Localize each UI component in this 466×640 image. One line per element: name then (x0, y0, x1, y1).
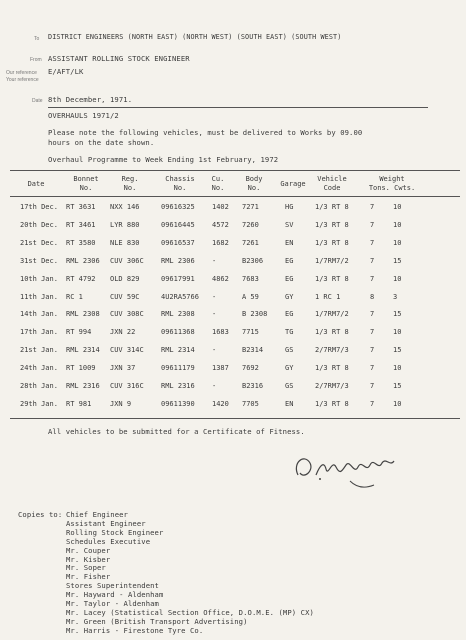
cell-cu: - (212, 310, 217, 319)
cell-garage: GY (285, 364, 294, 373)
copy-recipient: Assistant Engineer (66, 518, 146, 528)
intro-line-2: hours on the date shown. (48, 138, 155, 147)
cell-date: 28th Jan. (20, 382, 58, 390)
cell-chassis: RML 2306 (161, 256, 195, 265)
table-header-rule (10, 196, 460, 197)
cell-cu: 1420 (212, 399, 229, 408)
header-garage: Garage (280, 180, 306, 188)
your-ref-label: Your reference (6, 77, 39, 83)
cell-code: 2/7RM7/3 (315, 382, 349, 390)
cell-chassis: 09611179 (161, 364, 195, 373)
cell-reg: CUV 308C (110, 310, 144, 319)
cell-cwts: 15 (393, 382, 402, 390)
cell-tons: 7 (370, 238, 375, 247)
header-bonnet: Bonnet No. (73, 175, 99, 192)
cell-cwts: 15 (393, 310, 402, 319)
cell-body: 7692 (242, 364, 259, 373)
cell-bonnet: RT 1009 (66, 364, 96, 373)
cell-reg: JXN 9 (110, 399, 132, 408)
cell-garage: GS (285, 382, 294, 390)
programme-title: Overhaul Programme to Week Ending 1st February, 1972 (48, 155, 279, 164)
cell-body: B 2308 (242, 310, 268, 319)
cell-cu: 4572 (212, 220, 229, 229)
cell-body: A 59 (242, 292, 259, 301)
cell-bonnet: RT 981 (66, 399, 92, 408)
cell-reg: CUV 306C (110, 256, 144, 265)
cell-bonnet: RML 2314 (66, 346, 100, 355)
cell-body: 7260 (242, 220, 259, 229)
cell-cwts: 10 (393, 220, 402, 229)
cell-reg: CUV 59C (110, 292, 140, 301)
cell-code: 1/3 RT 8 (315, 399, 349, 408)
cell-tons: 7 (370, 220, 375, 229)
cell-cu: 1683 (212, 328, 229, 337)
cell-body: B2314 (242, 346, 264, 355)
cell-garage: GS (285, 346, 294, 355)
cell-bonnet: RML 2316 (66, 382, 100, 390)
cell-cu: 4862 (212, 274, 229, 283)
cell-chassis: RML 2308 (161, 310, 195, 319)
cell-date: 14th Jan. (20, 310, 58, 319)
cell-garage: HG (285, 203, 294, 211)
cell-bonnet: RML 2308 (66, 310, 100, 319)
cell-body: B2306 (242, 256, 264, 265)
header-date: Date (27, 180, 45, 188)
cell-chassis: 09611368 (161, 328, 195, 337)
cell-chassis: 09616445 (161, 220, 195, 229)
cell-cu: - (212, 292, 217, 301)
header-body: Body No. (245, 175, 263, 192)
cell-garage: EN (285, 238, 294, 247)
copy-recipient: Mr. Kisber (66, 554, 111, 564)
cell-cwts: 10 (393, 238, 402, 247)
cell-date: 21st Jan. (20, 346, 58, 355)
cell-date: 24th Jan. (20, 364, 58, 373)
cell-date: 17th Dec. (20, 203, 58, 211)
cell-cu: 1402 (212, 203, 229, 211)
cell-cu: - (212, 346, 217, 355)
cell-code: 2/7RM7/3 (315, 346, 349, 355)
cell-code: 1/3 RT 8 (315, 220, 349, 229)
cell-chassis: 09611390 (161, 399, 195, 408)
cell-chassis: 09617991 (161, 274, 195, 283)
cell-cwts: 10 (393, 328, 402, 337)
cell-garage: EG (285, 310, 294, 319)
cell-bonnet: RT 4792 (66, 274, 96, 283)
cell-cwts: 10 (393, 399, 402, 408)
cell-date: 10th Jan. (20, 274, 58, 283)
to-label: To (34, 36, 40, 42)
copy-recipient: Chief Engineer (66, 510, 128, 519)
table-top-rule (10, 170, 460, 171)
header-vehicle-code: Vehicle Code (317, 175, 347, 192)
cell-garage: EN (285, 399, 294, 408)
cell-cwts: 10 (393, 364, 402, 373)
cell-reg: NLE 830 (110, 238, 140, 247)
header-divider (48, 107, 428, 108)
cell-date: 20th Dec. (20, 220, 58, 229)
cell-bonnet: RT 994 (66, 328, 92, 337)
cell-code: 1/3 RT 8 (315, 274, 349, 283)
from-label: From (30, 57, 42, 63)
copy-recipient: Mr. Green (British Transport Advertising) (66, 616, 248, 626)
cell-bonnet: RC 1 (66, 292, 83, 301)
cell-tons: 7 (370, 274, 375, 283)
header-cu: Cu. No. (211, 175, 225, 192)
copies-label: Copies to: (18, 510, 63, 519)
cell-reg: OLD 829 (110, 274, 140, 283)
date-value: 8th December, 1971. (48, 95, 133, 104)
date-label: Date (32, 98, 43, 104)
cell-reg: JXN 22 (110, 328, 136, 337)
cell-tons: 7 (370, 256, 375, 265)
cell-code: 1 RC 1 (315, 292, 341, 301)
cell-tons: 7 (370, 203, 375, 211)
copy-recipient: Stores Superintendent (66, 581, 159, 591)
cell-body: 7715 (242, 328, 259, 337)
cell-date: 17th Jan. (20, 328, 58, 337)
cell-date: 11th Jan. (20, 292, 58, 301)
cell-garage: GY (285, 292, 294, 301)
cell-tons: 8 (370, 292, 375, 301)
cell-code: 1/3 RT 8 (315, 238, 349, 247)
cell-body: B2316 (242, 382, 264, 390)
copy-recipient: Mr. Harris - Firestone Tyre Co. (66, 625, 204, 635)
cell-chassis: 4U2RA5766 (161, 292, 199, 301)
copy-recipient: Mr. Fisher (66, 572, 111, 582)
cell-code: 1/7RM7/2 (315, 310, 349, 319)
cell-code: 1/3 RT 8 (315, 364, 349, 373)
cell-bonnet: RT 3461 (66, 220, 96, 229)
cell-code: 1/3 RT 8 (315, 328, 349, 337)
copy-recipient: Schedules Executive (66, 536, 151, 546)
ref-value: E/AFT/LK (48, 67, 84, 76)
cell-cwts: 10 (393, 274, 402, 283)
copy-recipient: Mr. Taylor - Aldenham (66, 599, 159, 608)
cell-cu: 1387 (212, 364, 229, 373)
subject: OVERHAULS 1971/2 (48, 111, 119, 120)
cell-garage: EG (285, 256, 294, 265)
cell-body: 7705 (242, 399, 259, 408)
cell-cu: - (212, 256, 217, 265)
cell-reg: JXN 37 (110, 364, 136, 373)
cell-bonnet: RML 2306 (66, 256, 100, 265)
cell-bonnet: RT 3631 (66, 203, 96, 211)
our-ref-label: Our reference (6, 70, 37, 76)
cell-tons: 7 (370, 382, 375, 390)
cell-tons: 7 (370, 346, 375, 355)
cell-reg: CUV 314C (110, 346, 144, 355)
cell-bonnet: RT 3580 (66, 238, 96, 247)
cell-cwts: 15 (393, 256, 402, 265)
table-bottom-rule (10, 418, 460, 419)
cell-date: 21st Dec. (20, 238, 58, 247)
cell-tons: 7 (370, 310, 375, 319)
cell-code: 1/7RM7/2 (315, 256, 349, 265)
cell-reg: CUV 316C (110, 382, 144, 390)
cell-date: 31st Dec. (20, 256, 58, 265)
cell-cwts: 15 (393, 346, 402, 355)
to-value: DISTRICT ENGINEERS (NORTH EAST) (NORTH WEST) (SOUTH EAST) (SOUTH WEST) (48, 33, 342, 41)
cell-cwts: 10 (393, 203, 402, 211)
cell-reg: NXX 146 (110, 203, 140, 211)
copy-recipient: Mr. Soper (66, 563, 106, 573)
copy-recipient: Mr. Lacey (Statistical Section Office, D.O.M.E. (MP) CX) (66, 607, 314, 617)
signature-image (290, 445, 420, 495)
from-value: ASSISTANT ROLLING STOCK ENGINEER (48, 54, 190, 63)
copy-recipient: Mr. Hayward - Aldenham (66, 590, 164, 600)
intro-line-1: Please note the following vehicles, must be delivered to Works by 09.00 (48, 128, 363, 137)
cell-garage: TG (285, 328, 294, 337)
copy-recipient: Rolling Stock Engineer (66, 527, 164, 537)
footer-note: All vehicles to be submitted for a Certificate of Fitness. (48, 427, 305, 436)
cell-tons: 7 (370, 328, 375, 337)
cell-reg: LYR 880 (110, 220, 140, 229)
header-reg: Reg. No. (121, 175, 139, 192)
cell-chassis: 09616325 (161, 203, 195, 211)
cell-code: 1/3 RT 8 (315, 203, 349, 211)
cell-cu: 1682 (212, 238, 229, 247)
cell-date: 29th Jan. (20, 399, 58, 408)
cell-garage: EG (285, 274, 294, 283)
cell-garage: SV (285, 220, 294, 229)
cell-cwts: 3 (393, 292, 398, 301)
header-chassis: Chassis No. (165, 175, 195, 192)
cell-chassis: 09616537 (161, 238, 195, 247)
cell-cu: - (212, 382, 217, 390)
cell-tons: 7 (370, 364, 375, 373)
cell-body: 7683 (242, 274, 259, 283)
header-weight: Weight Tons. Cwts. (368, 175, 416, 192)
cell-body: 7261 (242, 238, 259, 247)
copy-recipient: Mr. Couper (66, 545, 111, 555)
cell-tons: 7 (370, 399, 375, 408)
cell-body: 7271 (242, 203, 259, 211)
cell-chassis: RML 2314 (161, 346, 195, 355)
cell-chassis: RML 2316 (161, 382, 195, 390)
